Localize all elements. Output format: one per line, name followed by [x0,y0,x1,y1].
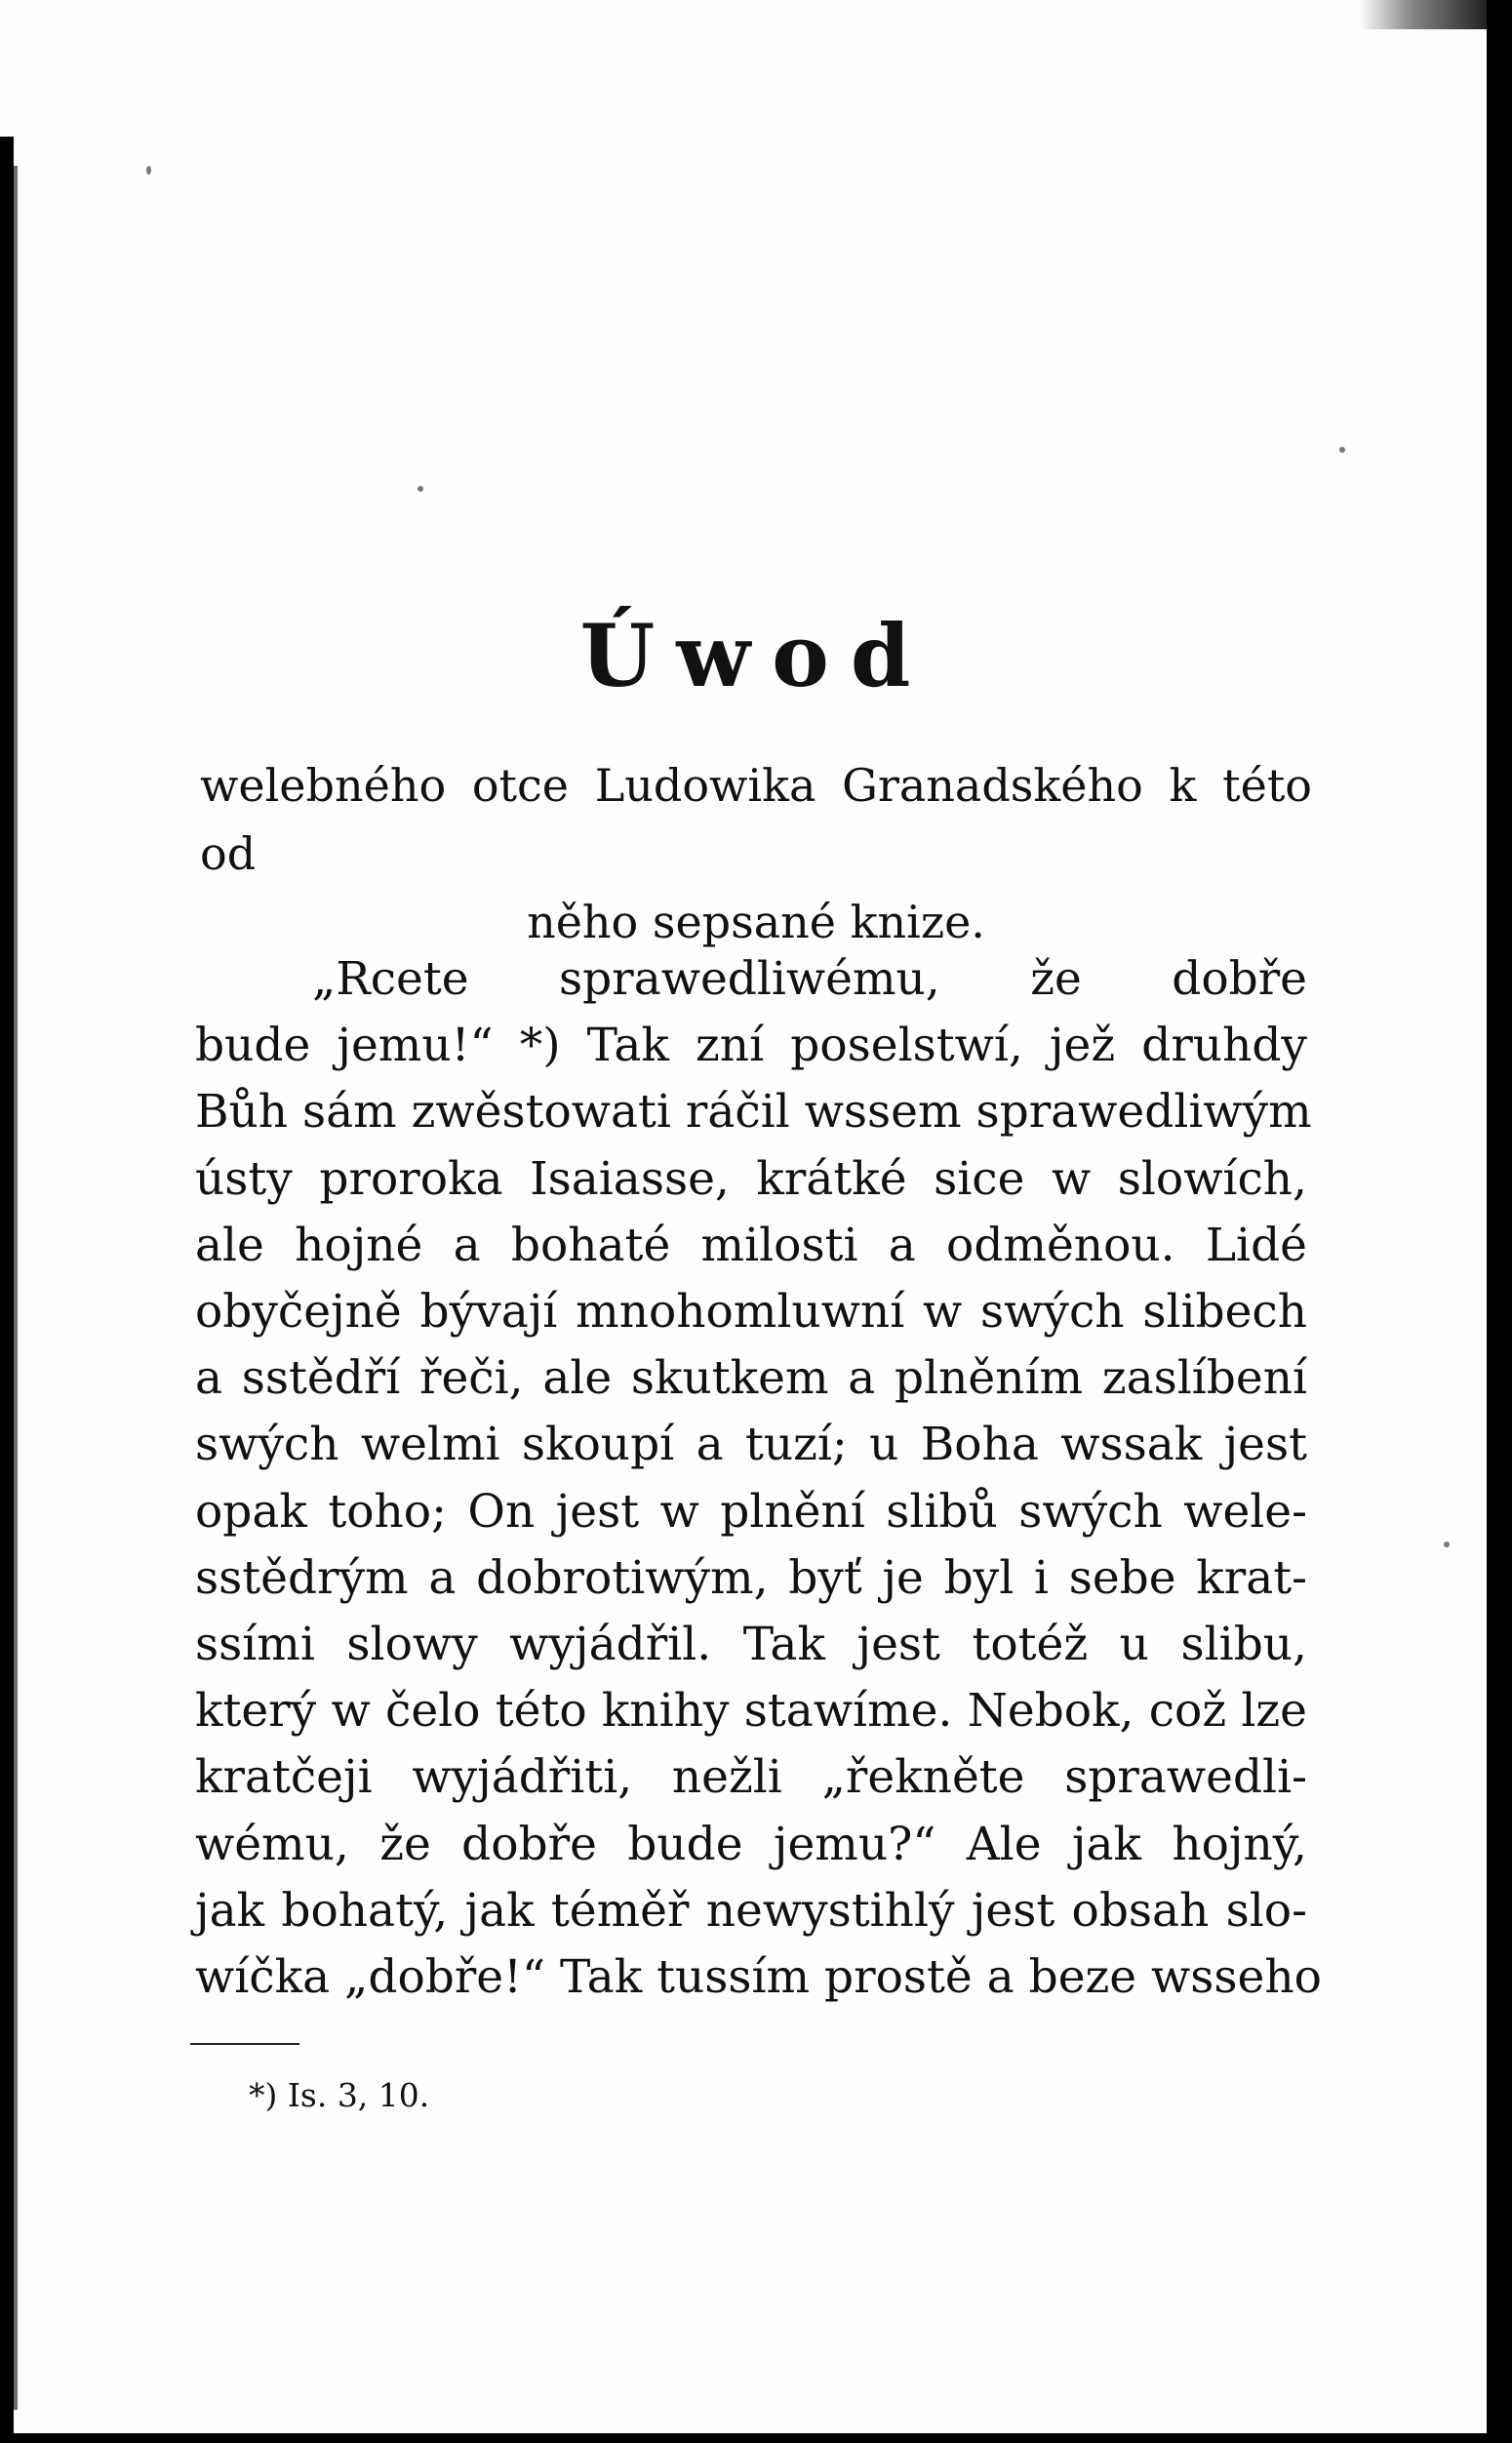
text-line: kratčeji wyjádřiti, nežli „řekněte sprawedli- [195,1750,1307,1805]
text-line: „Rcete sprawedliwému, že dobře [312,952,1307,1006]
chapter-subtitle [200,751,1312,956]
scan-edge-left [0,137,14,2439]
scan-edge-top-right [1360,0,1487,29]
subtitle-line: něho sepsané knize. [527,896,985,948]
chapter-heading: Úwod [579,605,933,706]
scan-speck [146,166,151,175]
text-line: opak toho; On jest w plnění slibů swých wele- [195,1484,1307,1539]
body-paragraph [195,946,1322,2011]
scan-speck [1444,1542,1450,1547]
scan-edge-left-shadow [14,166,18,2410]
text-line: swých welmi skoupí a tuzí; u Boha wssak jest [195,1418,1307,1472]
scan-speck [1339,447,1345,453]
text-line: a sstědří řeči, ale skutkem a plněním zaslíbení [195,1351,1307,1406]
text-line: ústy proroka Isaiasse, krátké sice w slowích, [195,1151,1307,1206]
footnote-separator [190,2043,299,2045]
scan-speck [418,486,423,492]
scan-edge-bottom [0,2433,1512,2443]
text-line: wíčka „dobře!“ Tak tussím prostě a beze wsseho [195,1950,1322,2005]
scan-edge-right [1487,0,1512,2443]
text-line: wému, že dobře bude jemu?“ Ale jak hojný, [195,1817,1307,1871]
text-line: který w čelo této knihy stawíme. Nebok, což lze [195,1684,1307,1739]
text-line: ssími slowy wyjádřil. Tak jest totéž u slibu, [195,1618,1307,1672]
text-line: sstědrým a dobrotiwým, byť je byl i sebe krat- [195,1550,1307,1605]
text-line: Bůh sám zwěstowati ráčil wssem sprawedliwým [195,1085,1312,1140]
text-line: jak bohatý, jak téměř newystihlý jest obsah slo- [195,1883,1307,1938]
text-line: ale hojné a bohaté milosti a odměnou. Lidé [195,1218,1307,1272]
text-line: obyčejně bývají mnohomluwní w swých slibech [195,1285,1307,1340]
footnote: *) Is. 3, 10. [249,2076,430,2114]
subtitle-line: welebného otce Ludowika Granadského k této od [200,759,1312,880]
text-line: bude jemu!“ *) Tak zní poselstwí, jež druhdy [195,1019,1307,1073]
